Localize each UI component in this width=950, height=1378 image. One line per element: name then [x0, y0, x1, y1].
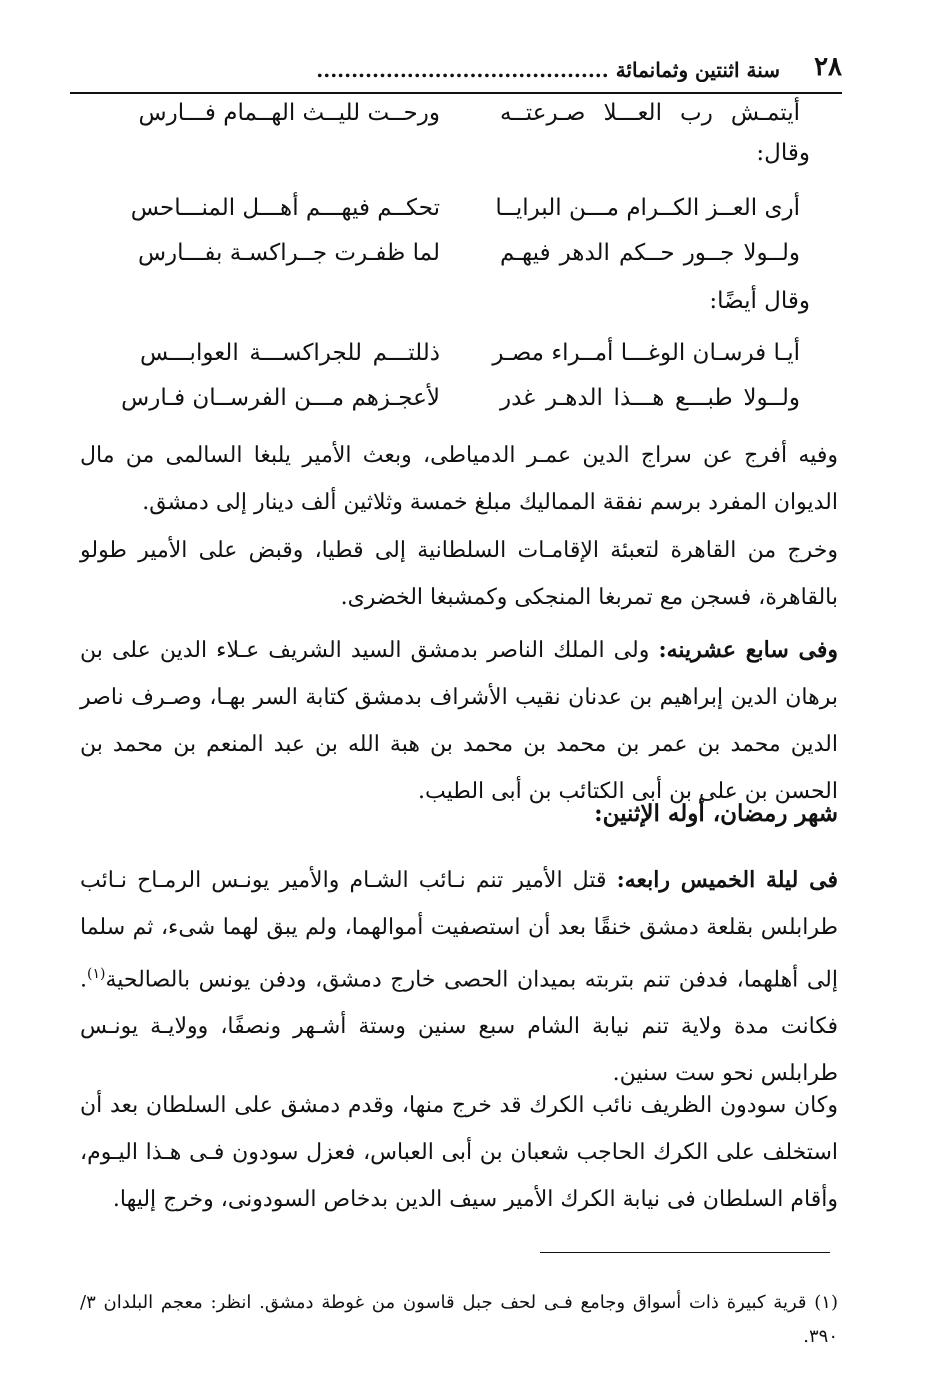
poem-verse: [121, 385, 800, 429]
verse-second-hemistich: ذللتـــم للجراكســـة العوابـــس: [140, 340, 440, 366]
poem-intro-label: وقال أيضًا:: [709, 288, 810, 314]
page-header: [70, 52, 842, 94]
verse-first-hemistich: أيتمـش رب العـــلا صـرعتــه: [500, 100, 800, 126]
paragraph-text: ولى الملك الناصر بدمشق السيد الشريف عـلاء الدين على بن برهان الدين إبراهيم بن عدنان نقيب الأشراف بدمشق كتابة السر بهـا، وصـرف ناصر الدين محمد بن عمر بن محمد بن محمد بن هبة الله بن عبد المنعم بن محمد بن الحسن بن على بن أبى الكتائب بن أبى الطيب.: [80, 638, 838, 804]
body-paragraph: [80, 627, 838, 815]
verse-second-hemistich: لأعجـزهم مـــن الفرســان فـارس: [121, 385, 440, 411]
verse-second-hemistich: تحكــم فيهـــم أهـــل المنـــاحس: [130, 195, 440, 221]
verse-first-hemistich: أيـا فرسـان الوغـــا أمــراء مصـر: [492, 340, 800, 366]
body-paragraph: وفيه أفرج عن سراج الدين عمـر الدمياطى، وبعث الأمير يلبغا السالمى من مال الديوان المفرد برسم نفقة المماليك مبلغ خمسة وثلاثين ألف دينار إلى دمشق.: [80, 443, 838, 515]
paragraph-lead: فى ليلة الخميس رابعه:: [616, 867, 838, 893]
verse-first-hemistich: ولــولا طبـــع هـــذا الدهـر غدر: [500, 385, 800, 411]
page-number: ٢٨: [814, 52, 842, 82]
paragraph-lead: وفى سابع عشرينه:: [658, 637, 839, 663]
poem-verse: [137, 240, 800, 284]
verse-second-hemistich: لما ظفـرت جــراكسـة بفـــارس: [137, 240, 440, 266]
leader-dots: ..........................................: [316, 58, 609, 82]
body-paragraph: [80, 857, 838, 1097]
poem-verse: [140, 340, 800, 384]
body-paragraph: وكان سودون الظريف نائب الكرك قد خرج منها، وقدم دمشق على السلطان بعد أن استخلف على الكرك الحاجب شعبان بن أبى العباس، فعزل سودون فـى هـذا اليـوم، وأقام السلطان فى نيابة الكرك الأمير سيف الدين بدخاص السودونى، وخرج إليها.: [80, 1093, 838, 1212]
running-title: سنة اثنتين وثمانمائة: [615, 58, 780, 82]
poem-verse: [140, 100, 800, 144]
running-title-line: [70, 58, 780, 82]
paragraph-text: . فكانت مدة ولاية تنم نيابة الشام سبع سنين وستة أشـهر ونصفًا، وولايـة يونـس طرابلس نحو ست سنين.: [80, 967, 838, 1087]
footnote-divider: [540, 1252, 830, 1253]
footnote: (١) قرية كبيرة ذات أسواق وجامع فـى لحف جبل قاسون من غوطة دمشق. انظر: معجم البلدان ٣/ ٣٩٠.: [80, 1292, 838, 1347]
footnote-reference[interactable]: (١): [87, 966, 106, 982]
section-heading: شهر رمضان، أوله الإثنين:: [594, 800, 838, 827]
verse-first-hemistich: أرى العــز الكــرام مـــن البرايــا: [495, 195, 800, 221]
paragraph-text: قتل الأمير تنم نـائب الشـام والأمير يونـس الرمـاح نـائب طرابلس بقلعة دمشق خنقًا بعد أن استصفيت أموالهما، ولم يبق لهما شىء، ثم سلما إلى أهلهما، فدفن تنم بتربته بميدان الحصى خارج دمشق، ودفن يونس بالصالحية: [80, 868, 838, 993]
poem-intro-label: وقال:: [756, 140, 810, 166]
verse-first-hemistich: ولــولا جــور حــكم الدهر فيهـم: [500, 240, 800, 266]
body-paragraph: وخرج من القاهرة لتعبئة الإقامـات السلطانية إلى قطيا، وقبض على الأمير طولو بالقاهرة، فسجن مع تمربغا المنجكى وكمشبغا الخضرى.: [80, 538, 838, 610]
poem-verse: [130, 195, 800, 239]
verse-second-hemistich: ورحــت لليــث الهــمام فـــارس: [138, 100, 440, 126]
